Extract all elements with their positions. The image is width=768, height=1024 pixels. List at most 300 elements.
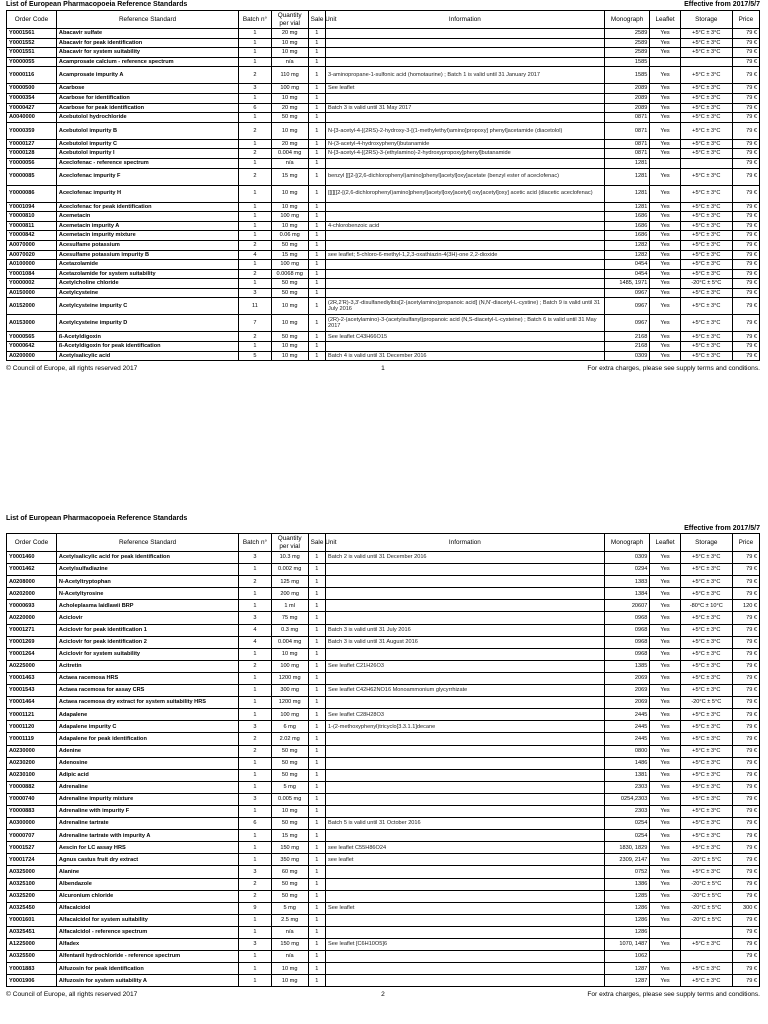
cell-monograph: 1282 — [604, 250, 650, 260]
cell-price: 79 € — [732, 221, 759, 231]
cell-price: 79 € — [732, 231, 759, 241]
cell-sale-unit: 1 — [308, 600, 325, 612]
cell-leaflet: Yes — [650, 250, 680, 260]
cell-reference-standard: Acetylcysteine — [56, 288, 238, 298]
cell-batch: 4 — [239, 250, 272, 260]
cell-reference-standard: Adipic acid — [56, 769, 238, 781]
cell-sale-unit: 1 — [308, 926, 325, 938]
cell-batch: 1 — [239, 757, 272, 769]
supply-terms-note: For extra charges, please see supply terms and conditions. — [587, 365, 760, 373]
cell-price: 79 € — [732, 57, 759, 67]
cell-batch: 1 — [239, 113, 272, 123]
cell-order-code: Y0000085 — [7, 168, 57, 185]
cell-leaflet: Yes — [650, 29, 680, 39]
cell-storage: +5°C ± 3°C — [680, 745, 732, 757]
cell-order-code: A1225000 — [7, 939, 57, 951]
cell-leaflet — [650, 158, 680, 168]
cell-leaflet: Yes — [650, 552, 680, 564]
cell-sale-unit: 1 — [308, 842, 325, 854]
cell-monograph: 0968 — [604, 648, 650, 660]
column-header-storage: Storage — [680, 534, 732, 552]
cell-information: see leaflet — [325, 854, 604, 866]
cell-price: 79 € — [732, 139, 759, 149]
cell-information — [325, 600, 604, 612]
cell-reference-standard: Alfuzosin for peak identification — [56, 963, 238, 975]
column-header-order-code: Order Code — [7, 534, 57, 552]
cell-monograph: 1286 — [604, 902, 650, 914]
cell-storage: +5°C ± 3°C — [680, 624, 732, 636]
cell-quantity: 50 mg — [271, 818, 308, 830]
table-row — [7, 866, 760, 878]
cell-sale-unit: 1 — [308, 624, 325, 636]
table-row — [7, 351, 760, 361]
cell-reference-standard: Acebutolol hydrochloride — [56, 113, 238, 123]
cell-reference-standard: Acetylcysteine impurity C — [56, 298, 238, 315]
cell-batch: 2 — [239, 149, 272, 159]
cell-price: 79 € — [732, 202, 759, 212]
cell-monograph: 20607 — [604, 600, 650, 612]
table-row — [7, 672, 760, 684]
cell-monograph: 1281 — [604, 168, 650, 185]
cell-reference-standard: Adenosine — [56, 757, 238, 769]
cell-reference-standard: Actaea racemosa for assay CRS — [56, 685, 238, 697]
copyright-text: © Council of Europe, all rights reserved 2017 — [6, 991, 138, 999]
cell-sale-unit: 1 — [308, 149, 325, 159]
cell-leaflet: Yes — [650, 733, 680, 745]
cell-price: 79 € — [732, 315, 759, 332]
cell-batch: 4 — [239, 624, 272, 636]
cell-leaflet: Yes — [650, 660, 680, 672]
table-row — [7, 697, 760, 709]
cell-batch: 3 — [239, 721, 272, 733]
cell-order-code: Y0001552 — [7, 38, 57, 48]
cell-batch: 1 — [239, 830, 272, 842]
reference-standards-table — [6, 10, 760, 361]
cell-monograph: 1286 — [604, 914, 650, 926]
cell-monograph: 2089 — [604, 93, 650, 103]
cell-reference-standard: Alfacalcidol for system suitability — [56, 914, 238, 926]
cell-batch: 9 — [239, 902, 272, 914]
table-row — [7, 38, 760, 48]
cell-information: 3-aminopropane-1-sulfonic acid (homotaurine) ; Batch 1 is valid until 31 January 2017 — [325, 67, 604, 84]
cell-information — [325, 745, 604, 757]
table-row — [7, 926, 760, 938]
cell-storage: +5°C ± 3°C — [680, 93, 732, 103]
cell-reference-standard: Alfacalcidol — [56, 902, 238, 914]
cell-batch: 1 — [239, 926, 272, 938]
cell-price: 79 € — [732, 648, 759, 660]
cell-reference-standard: Acetylsulfadiazine — [56, 564, 238, 576]
cell-leaflet: Yes — [650, 672, 680, 684]
table-row — [7, 745, 760, 757]
cell-batch: 1 — [239, 260, 272, 270]
cell-quantity: 20 mg — [271, 139, 308, 149]
cell-sale-unit: 1 — [308, 588, 325, 600]
table-row — [7, 279, 760, 289]
cell-price: 79 € — [732, 854, 759, 866]
cell-storage: +5°C ± 3°C — [680, 202, 732, 212]
cell-reference-standard: Acetazolamide — [56, 260, 238, 270]
cell-information: See leaflet — [325, 84, 604, 94]
cell-quantity: 0.0068 mg — [271, 269, 308, 279]
cell-information: Batch 3 is valid until 31 May 2017 — [325, 103, 604, 113]
cell-batch: 2 — [239, 878, 272, 890]
cell-leaflet: Yes — [650, 103, 680, 113]
cell-batch: 1 — [239, 221, 272, 231]
cell-price: 79 € — [732, 48, 759, 58]
cell-reference-standard: Abacavir for peak identification — [56, 38, 238, 48]
cell-leaflet: Yes — [650, 697, 680, 709]
cell-price: 79 € — [732, 168, 759, 185]
cell-sale-unit: 1 — [308, 288, 325, 298]
cell-storage: +5°C ± 3°C — [680, 231, 732, 241]
cell-leaflet: Yes — [650, 269, 680, 279]
cell-order-code: Y0000116 — [7, 67, 57, 84]
cell-storage: +5°C ± 3°C — [680, 588, 732, 600]
cell-quantity: 5 mg — [271, 781, 308, 793]
cell-storage: +5°C ± 3°C — [680, 103, 732, 113]
cell-order-code: Y0000500 — [7, 84, 57, 94]
cell-monograph: 2303 — [604, 781, 650, 793]
cell-storage: +5°C ± 3°C — [680, 332, 732, 342]
cell-information — [325, 212, 604, 222]
cell-sale-unit: 1 — [308, 351, 325, 361]
cell-batch: 1 — [239, 48, 272, 58]
cell-order-code: A0070020 — [7, 250, 57, 260]
table-row — [7, 854, 760, 866]
cell-reference-standard: Acetylsalicylic acid for peak identification — [56, 552, 238, 564]
cell-information — [325, 866, 604, 878]
table-row — [7, 612, 760, 624]
cell-monograph: 1282 — [604, 240, 650, 250]
cell-batch: 1 — [239, 38, 272, 48]
cell-monograph: 1686 — [604, 212, 650, 222]
cell-order-code: Y0001464 — [7, 697, 57, 709]
column-header-leaflet: Leaflet — [650, 11, 680, 29]
cell-information — [325, 926, 604, 938]
column-header-price: Price — [732, 11, 759, 29]
cell-order-code: Y0001084 — [7, 269, 57, 279]
cell-order-code: Y0001460 — [7, 552, 57, 564]
cell-leaflet: Yes — [650, 288, 680, 298]
cell-price: 79 € — [732, 878, 759, 890]
table-row — [7, 84, 760, 94]
cell-price: 79 € — [732, 113, 759, 123]
cell-monograph: 2069 — [604, 697, 650, 709]
cell-quantity: 110 mg — [271, 67, 308, 84]
cell-monograph: 1585 — [604, 67, 650, 84]
cell-quantity: 1 ml — [271, 600, 308, 612]
cell-reference-standard: Alfentanil hydrochloride - reference spectrum — [56, 951, 238, 963]
cell-order-code: A0230100 — [7, 769, 57, 781]
cell-price: 79 € — [732, 818, 759, 830]
page-header — [6, 0, 760, 10]
cell-order-code: Y0000056 — [7, 158, 57, 168]
cell-price: 79 € — [732, 122, 759, 139]
table-row — [7, 805, 760, 817]
cell-information: See leaflet C43H66O15 — [325, 332, 604, 342]
table-row — [7, 185, 760, 202]
cell-monograph: 0309 — [604, 351, 650, 361]
cell-batch: 2 — [239, 122, 272, 139]
table-row — [7, 260, 760, 270]
cell-monograph: 1686 — [604, 231, 650, 241]
cell-quantity: 125 mg — [271, 576, 308, 588]
cell-price: 79 € — [732, 830, 759, 842]
cell-price: 79 € — [732, 38, 759, 48]
cell-price: 79 € — [732, 250, 759, 260]
cell-sale-unit: 1 — [308, 576, 325, 588]
cell-storage: +5°C ± 3°C — [680, 315, 732, 332]
cell-batch: 3 — [239, 866, 272, 878]
cell-monograph: 1381 — [604, 769, 650, 781]
cell-quantity: 0.005 mg — [271, 793, 308, 805]
cell-leaflet: Yes — [650, 168, 680, 185]
table-row — [7, 709, 760, 721]
cell-storage: +5°C ± 3°C — [680, 939, 732, 951]
table-row — [7, 332, 760, 342]
cell-information: Batch 2 is valid until 31 December 2016 — [325, 552, 604, 564]
cell-leaflet: Yes — [650, 600, 680, 612]
table-row — [7, 48, 760, 58]
cell-quantity: 100 mg — [271, 660, 308, 672]
cell-leaflet: Yes — [650, 830, 680, 842]
page-header — [6, 514, 760, 524]
cell-information — [325, 890, 604, 902]
cell-order-code: Y0001094 — [7, 202, 57, 212]
cell-quantity: 10.3 mg — [271, 552, 308, 564]
cell-quantity: 10 mg — [271, 963, 308, 975]
table-row — [7, 221, 760, 231]
cell-sale-unit: 1 — [308, 672, 325, 684]
cell-leaflet: Yes — [650, 648, 680, 660]
cell-storage: +5°C ± 3°C — [680, 830, 732, 842]
table-row — [7, 842, 760, 854]
cell-price: 79 € — [732, 279, 759, 289]
cell-reference-standard: Adenine — [56, 745, 238, 757]
cell-price: 79 € — [732, 260, 759, 270]
cell-information — [325, 29, 604, 39]
cell-batch: 1 — [239, 685, 272, 697]
table-row — [7, 660, 760, 672]
page-subheader — [6, 524, 760, 533]
cell-reference-standard: Acemetacin — [56, 212, 238, 222]
cell-reference-standard: Aceclofenac impurity H — [56, 185, 238, 202]
cell-monograph: 0871 — [604, 122, 650, 139]
cell-storage: +5°C ± 3°C — [680, 648, 732, 660]
cell-price: 79 € — [732, 769, 759, 781]
cell-information — [325, 288, 604, 298]
cell-price: 79 € — [732, 269, 759, 279]
cell-information — [325, 914, 604, 926]
cell-batch: 1 — [239, 185, 272, 202]
table-row — [7, 168, 760, 185]
cell-order-code: Y0000693 — [7, 600, 57, 612]
cell-batch: 2 — [239, 67, 272, 84]
cell-storage — [680, 951, 732, 963]
cell-order-code: Y0001462 — [7, 564, 57, 576]
cell-reference-standard: Acemetacin impurity A — [56, 221, 238, 231]
cell-order-code: Y0001543 — [7, 685, 57, 697]
cell-reference-standard: ß-Acetyldigoxin for peak identification — [56, 342, 238, 352]
cell-quantity: 0.06 mg — [271, 231, 308, 241]
cell-batch: 11 — [239, 298, 272, 315]
cell-information — [325, 202, 604, 212]
cell-storage: +5°C ± 3°C — [680, 793, 732, 805]
cell-order-code: Y0000127 — [7, 139, 57, 149]
cell-information — [325, 648, 604, 660]
cell-information — [325, 951, 604, 963]
cell-leaflet: Yes — [650, 975, 680, 987]
cell-reference-standard: Adrenaline with impurity F — [56, 805, 238, 817]
cell-order-code: Y0000002 — [7, 279, 57, 289]
table-row — [7, 103, 760, 113]
cell-storage: +5°C ± 3°C — [680, 139, 732, 149]
cell-monograph: 0254 — [604, 830, 650, 842]
cell-batch: 1 — [239, 842, 272, 854]
cell-reference-standard: Aceclofenac for peak identification — [56, 202, 238, 212]
cell-information — [325, 576, 604, 588]
cell-storage: +5°C ± 3°C — [680, 67, 732, 84]
cell-sale-unit: 1 — [308, 552, 325, 564]
cell-quantity: 100 mg — [271, 84, 308, 94]
page-footer — [6, 991, 760, 998]
cell-price: 79 € — [732, 342, 759, 352]
cell-leaflet: Yes — [650, 185, 680, 202]
cell-price: 79 € — [732, 721, 759, 733]
column-header-order-code: Order Code — [7, 11, 57, 29]
cell-information: benzyl [[[2-[(2,6-dichlorophenyl)amino]phenyl]acetyl]oxy]acetate (benzyl ester of aceclofenac) — [325, 168, 604, 185]
cell-order-code: A0325100 — [7, 878, 57, 890]
cell-storage: +5°C ± 3°C — [680, 769, 732, 781]
cell-monograph: 2589 — [604, 48, 650, 58]
cell-storage: +5°C ± 3°C — [680, 288, 732, 298]
cell-storage: +5°C ± 3°C — [680, 672, 732, 684]
cell-quantity: 50 mg — [271, 279, 308, 289]
cell-information: (2R)-2-(acetylamino)-3-(acetylsulfanyl)propanoic acid (N,S-diacetyl-L-cysteine) ; Batch 6 is valid until 31 May 2017 — [325, 315, 604, 332]
cell-price: 79 € — [732, 963, 759, 975]
table-row — [7, 648, 760, 660]
cell-quantity: 50 mg — [271, 878, 308, 890]
cell-information — [325, 240, 604, 250]
cell-order-code: Y0000055 — [7, 57, 57, 67]
cell-storage: +5°C ± 3°C — [680, 168, 732, 185]
cell-order-code: Y0000707 — [7, 830, 57, 842]
cell-monograph: 0968 — [604, 612, 650, 624]
table-row — [7, 636, 760, 648]
page-number: 1 — [381, 365, 385, 373]
cell-reference-standard: Acebutolol impurity B — [56, 122, 238, 139]
cell-information: 1-(2-methoxyphenyl)tricyclo[3.3.1.1]decane — [325, 721, 604, 733]
cell-storage: -20°C ± 5°C — [680, 914, 732, 926]
cell-storage: +5°C ± 3°C — [680, 298, 732, 315]
cell-order-code: A0325000 — [7, 866, 57, 878]
table-row — [7, 288, 760, 298]
cell-leaflet: Yes — [650, 769, 680, 781]
cell-sale-unit: 1 — [308, 315, 325, 332]
cell-reference-standard: Aceclofenac impurity F — [56, 168, 238, 185]
cell-sale-unit: 1 — [308, 914, 325, 926]
cell-sale-unit: 1 — [308, 269, 325, 279]
cell-monograph: 0752 — [604, 866, 650, 878]
cell-reference-standard: Acitretin — [56, 660, 238, 672]
cell-order-code: Y0001121 — [7, 709, 57, 721]
cell-monograph: 1386 — [604, 878, 650, 890]
table-row — [7, 113, 760, 123]
cell-reference-standard: Actaea racemosa dry extract for system suitability HRS — [56, 697, 238, 709]
cell-order-code: A0325500 — [7, 951, 57, 963]
cell-order-code: A0200000 — [7, 351, 57, 361]
cell-batch: 6 — [239, 103, 272, 113]
cell-quantity: 50 mg — [271, 288, 308, 298]
cell-information — [325, 588, 604, 600]
cell-reference-standard: Alcuronium chloride — [56, 890, 238, 902]
cell-batch: 1 — [239, 951, 272, 963]
cell-order-code: A0325200 — [7, 890, 57, 902]
cell-storage: +5°C ± 3°C — [680, 185, 732, 202]
cell-quantity: 0.002 mg — [271, 564, 308, 576]
cell-sale-unit: 1 — [308, 202, 325, 212]
cell-reference-standard: Abacavir for system suitability — [56, 48, 238, 58]
cell-order-code: Y0001264 — [7, 648, 57, 660]
cell-monograph: 0871 — [604, 149, 650, 159]
cell-storage: +5°C ± 3°C — [680, 149, 732, 159]
cell-reference-standard: Alfacalcidol - reference spectrum — [56, 926, 238, 938]
table-row — [7, 202, 760, 212]
cell-batch: 1 — [239, 781, 272, 793]
table-row — [7, 600, 760, 612]
cell-batch: 1 — [239, 139, 272, 149]
cell-monograph: 2309, 2147 — [604, 854, 650, 866]
cell-price: 79 € — [732, 351, 759, 361]
cell-storage: +5°C ± 3°C — [680, 660, 732, 672]
cell-quantity: 2.02 mg — [271, 733, 308, 745]
document-page-2 — [6, 514, 760, 1024]
cell-information: 4-chlorobenzoic acid — [325, 221, 604, 231]
cell-quantity: 50 mg — [271, 240, 308, 250]
cell-information — [325, 269, 604, 279]
table-row — [7, 552, 760, 564]
cell-leaflet: Yes — [650, 709, 680, 721]
cell-quantity: 150 mg — [271, 939, 308, 951]
column-header-sale-unit: Sale Unit — [308, 534, 325, 552]
cell-leaflet: Yes — [650, 564, 680, 576]
table-row — [7, 793, 760, 805]
cell-information: See leaflet C28H28O3 — [325, 709, 604, 721]
cell-monograph: 2168 — [604, 342, 650, 352]
cell-information: N-[3-acetyl-4-[(2RS)-3-(ethylamino)-2-hydroxypropoxy]phenyl]butanamide — [325, 149, 604, 159]
cell-batch: 5 — [239, 351, 272, 361]
cell-reference-standard: Adrenaline tartrate with impurity A — [56, 830, 238, 842]
cell-leaflet: Yes — [650, 854, 680, 866]
cell-reference-standard: Aescin for LC assay HRS — [56, 842, 238, 854]
cell-price: 79 € — [732, 552, 759, 564]
cell-monograph: 2069 — [604, 685, 650, 697]
cell-storage — [680, 158, 732, 168]
cell-order-code: Y0001269 — [7, 636, 57, 648]
table-row — [7, 951, 760, 963]
cell-quantity: 200 mg — [271, 588, 308, 600]
cell-order-code: Y0000740 — [7, 793, 57, 805]
cell-storage: +5°C ± 3°C — [680, 48, 732, 58]
cell-quantity: n/a — [271, 158, 308, 168]
cell-price: 79 € — [732, 67, 759, 84]
cell-leaflet: Yes — [650, 818, 680, 830]
cell-information: Batch 3 is valid until 31 July 2016 — [325, 624, 604, 636]
cell-leaflet: Yes — [650, 84, 680, 94]
cell-quantity: 15 mg — [271, 250, 308, 260]
cell-storage: +5°C ± 3°C — [680, 342, 732, 352]
